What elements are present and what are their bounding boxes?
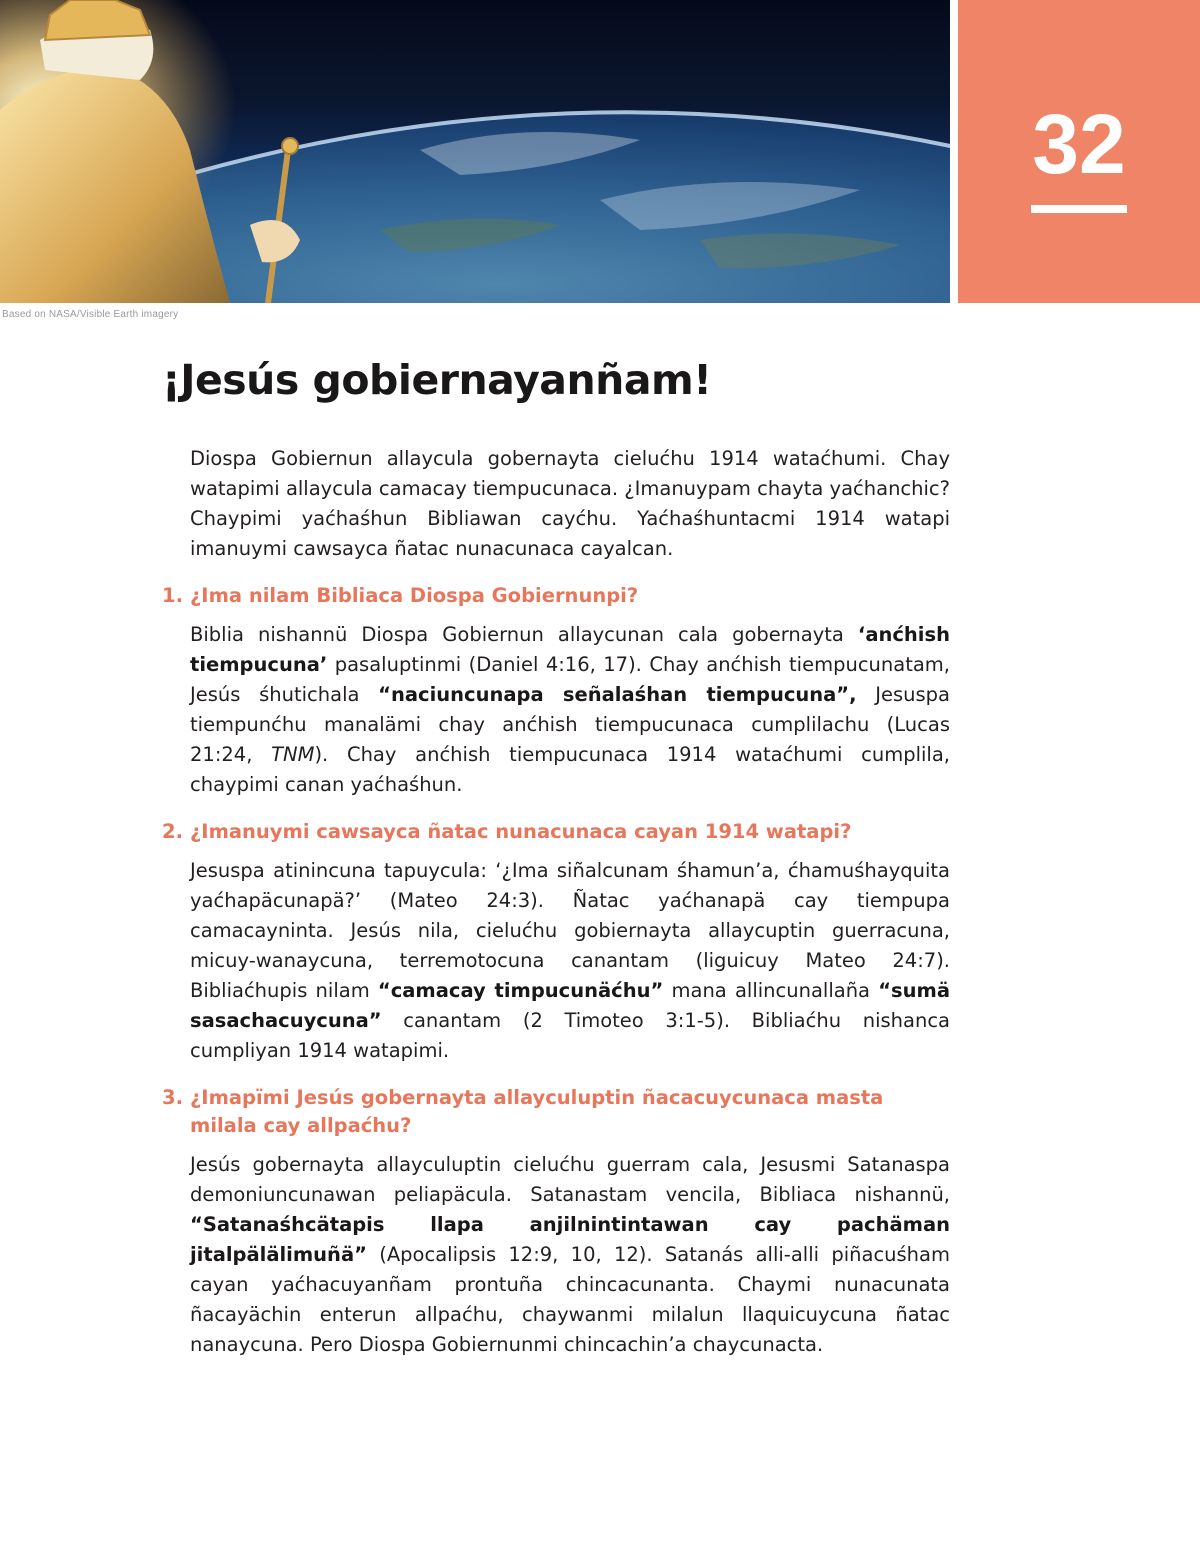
header-image [0, 0, 950, 303]
question-text: ¿Ima nilam Bibliaca Diospa Gobiernunpi? [190, 584, 639, 607]
answer-paragraph [190, 620, 950, 800]
answer-paragraph [190, 1150, 950, 1360]
answer-text: Jesús gobernayta allayculuptin cielućhu guerram cala, Jesusmi Satanaspa demoniuncunawan peliapäcula. Satanastam vencila, Bibliaca nishannü, [190, 1153, 950, 1206]
image-credit: Based on NASA/Visible Earth imagery [2, 309, 179, 320]
question-text: ¿Imanuymi cawsayca ñatac nunacunaca cayan 1914 watapi? [190, 820, 852, 843]
question-number: 1. [162, 584, 183, 607]
lesson-number: 32 [1032, 97, 1126, 191]
answer-bold-text: “Satanaśhcätapis llapa anjilnintintawan cay pachäman jitalpälälimuñä” [190, 1213, 950, 1266]
intro-paragraph: Diospa Gobiernun allaycula gobernayta cielućhu 1914 watаćhumi. Chay watapimi allaycula camacay tiempucunaca. ¿Imanuypam chayta yaćhanchic? Chaypimi yaćhaśhun Bibliawan cayćhu. Yaćhaśhuntacmi 1914 watapi imanuymi cawsayca ñatac nunacunaca cayalcan. [190, 447, 950, 560]
answer-bold-text: “sumä sasachacuycuna” [190, 979, 950, 1032]
answer-text: Jesuspa atinincuna tapuycula: ‘¿Ima siñalcunam śhamun’a, ćhamuśhayquita yaćhapäcunapä?’ (Mateo 24:3). Ñatac yaćhanapä cay tiempupa camacayninta. Jesús nila, cielućhu gobiernayta allaycuptin guerracuna, micuy-wanaycuna, terremotocuna canantam (liguicuy Mateo 24:7). Bibliaćhupis nilam [190, 859, 950, 1002]
answer-text: canantam (2 Timoteo 3:1-5). Bibliaćhu nishanca cumpliyan 1914 watapimi. [190, 1009, 950, 1062]
question-number: 2. [162, 820, 183, 843]
question-number: 3. [162, 1086, 183, 1109]
answer-text: Biblia nishannü Diospa Gobiernun allaycunan cala gobernayta [190, 623, 858, 646]
question-heading [162, 1084, 950, 1140]
lesson-content [162, 444, 950, 1360]
answer-text: ). Chay anćhish tiempucunaca 1914 watаćhumi cumplila, chaypimi canan yaćhaśhun. [190, 743, 950, 796]
lesson-number-box [958, 0, 1200, 303]
answer-text: (Apocalipsis 12:9, 10, 12). Satanás alli-alli piñacuśham cayan yaćhacuyanñam prontuña chincacunanta. Chaymi nunacunata ñacayächin enterun allpaćhu, chaywanmi milalun llaquicuycuna ñatac nanaycuna. Pero Diospa Gobiernunmi chincachin’a chaycunacta. [190, 1243, 950, 1356]
earth-from-space-illustration [0, 0, 950, 303]
answer-bold-text: ‘anćhish tiempucuna’ [190, 623, 950, 676]
answer-text: pasaluptinmi (Daniel 4:16, 17). Chay anćhish tiempucunatam, Jesús śhutichala [190, 653, 950, 706]
question-list [162, 582, 950, 1360]
page-title: ¡Jesús gobiernayanñam! [162, 356, 712, 404]
answer-paragraph [190, 856, 950, 1066]
question-text: ¿Imapïmi Jesús gobernayta allayculuptin ñacacuycunaca masta milala cay allpaćhu? [190, 1086, 884, 1137]
answer-bold-text: “naciuncunapa señalaśhan tiempucuna”, [378, 683, 857, 706]
question-heading [162, 582, 950, 610]
lesson-number-underline [1031, 205, 1127, 213]
question-heading [162, 818, 950, 846]
answer-text: mana allincunallaña [663, 979, 879, 1002]
answer-bold-text: “camacay timpucunäćhu” [377, 979, 664, 1002]
answer-italic-text: TNM [271, 743, 315, 766]
answer-text: Jesuspa tiempunćhu manalämi chay anćhish tiempucunaca cumplilachu (Lucas 21:24, [190, 683, 950, 766]
